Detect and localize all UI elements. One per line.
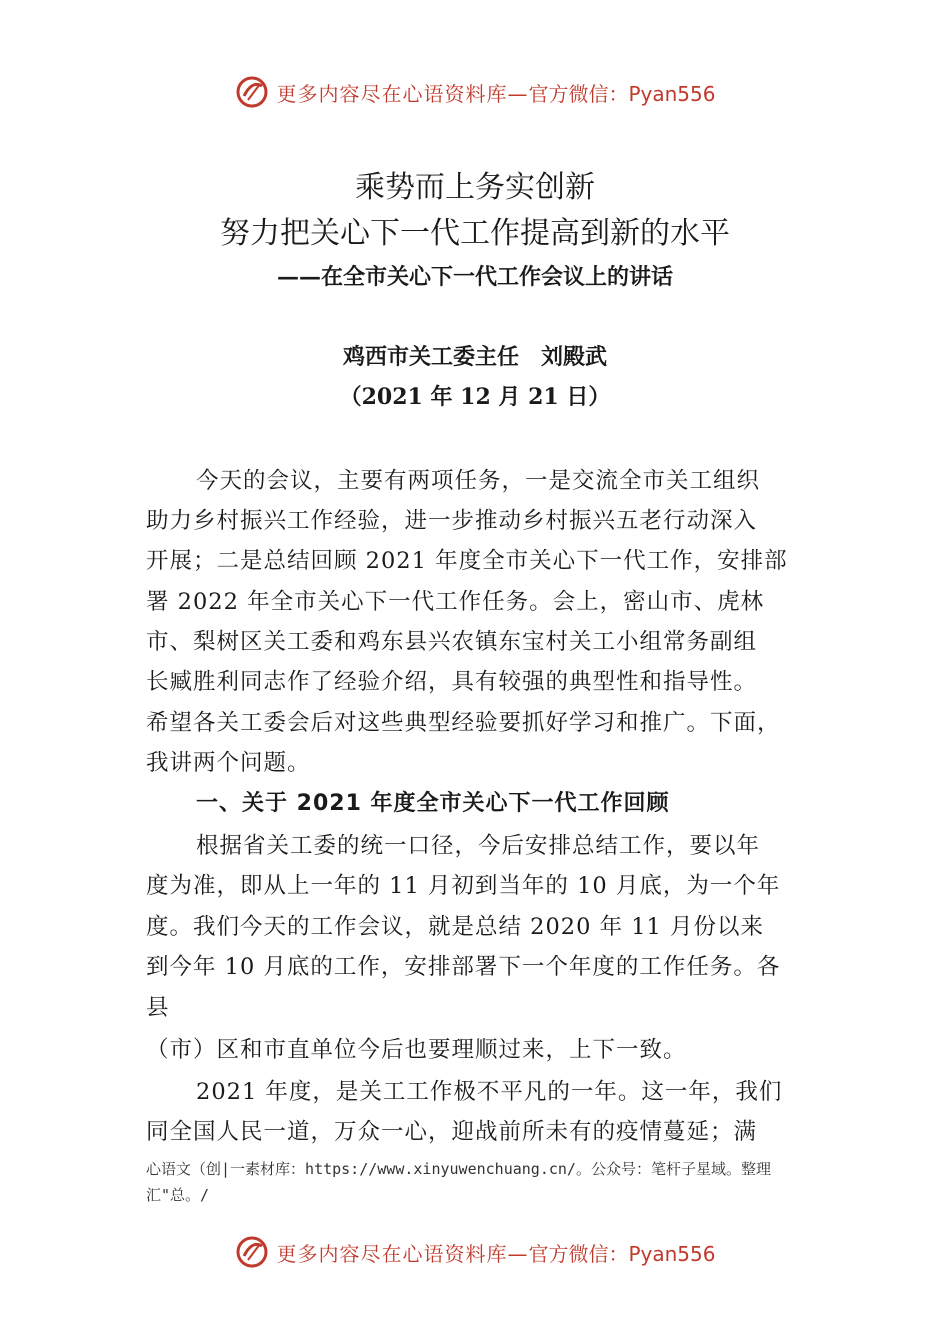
body-line: 开展；二是总结回顾 2021 年度全市关心下一代工作，安排部: [146, 548, 788, 574]
author: 鸡西市关工委主任 刘殿武: [342, 344, 607, 370]
footnote-line-1: 心语文（创|一素材库：https://www.xinyuwenchuang.cn/。公众号：笔杆子星域。整理: [146, 1160, 771, 1178]
logo-icon: [234, 74, 270, 110]
section-heading-1: 一、关于 2021 年度全市关心下一代工作回顾: [196, 791, 670, 816]
watermark-banner-top: [0, 70, 950, 114]
body-line: 度。我们今天的工作会议，就是总结 2020 年 11 月份以来: [146, 914, 765, 940]
body-line: 同全国人民一道，万众一心，迎战前所未有的疫情蔓延；满: [146, 1119, 758, 1145]
banner-main-text: 更多内容尽在心语资料库—: [276, 1241, 529, 1266]
body-line: 长臧胜利同志作了经验介绍，具有较强的典型性和指导性。: [146, 669, 758, 695]
title-line-2: 努力把关心下一代工作提高到新的水平: [220, 216, 730, 251]
body-line: 我讲两个问题。: [146, 750, 311, 776]
footnote-line-2: 汇"总。/: [146, 1186, 210, 1204]
body-line: 市、梨树区关工委和鸡东县兴农镇东宝村关工小组常务副组: [146, 629, 758, 655]
title-line-1: 乘势而上务实创新: [355, 170, 595, 205]
date: （2021 年 12 月 21 日）: [339, 384, 611, 410]
body-line: 县: [146, 995, 170, 1021]
banner-wechat-text: 官方微信：Pyan556: [528, 1241, 716, 1266]
banner-wechat-text: 官方微信：Pyan556: [528, 81, 716, 106]
body-line: 度为准，即从上一年的 11 月初到当年的 10 月底，为一个年: [146, 873, 781, 899]
watermark-banner-bottom: [0, 1230, 950, 1274]
footnote: [146, 1156, 826, 1208]
body-line: 今天的会议，主要有两项任务，一是交流全市关工组织: [196, 468, 761, 494]
subtitle: ——在全市关心下一代工作会议上的讲话: [276, 264, 673, 290]
body-line: （市）区和市直单位今后也要理顺过来，上下一致。: [146, 1037, 687, 1063]
body-line: 署 2022 年全市关心下一代工作任务。会上，密山市、虎林: [146, 589, 765, 615]
body-line: 根据省关工委的统一口径，今后安排总结工作，要以年: [196, 833, 761, 859]
banner-main-text: 更多内容尽在心语资料库—: [276, 81, 529, 106]
body-line: 希望各关工委会后对这些典型经验要抓好学习和推广。下面，: [146, 710, 781, 736]
body-line: 助力乡村振兴工作经验，进一步推动乡村振兴五老行动深入: [146, 508, 758, 534]
body-line: 2021 年度，是关工工作极不平凡的一年。这一年，我们: [196, 1079, 783, 1105]
logo-icon: [234, 1234, 270, 1270]
body-line: 到今年 10 月底的工作，安排部署下一个年度的工作任务。各: [146, 954, 781, 980]
